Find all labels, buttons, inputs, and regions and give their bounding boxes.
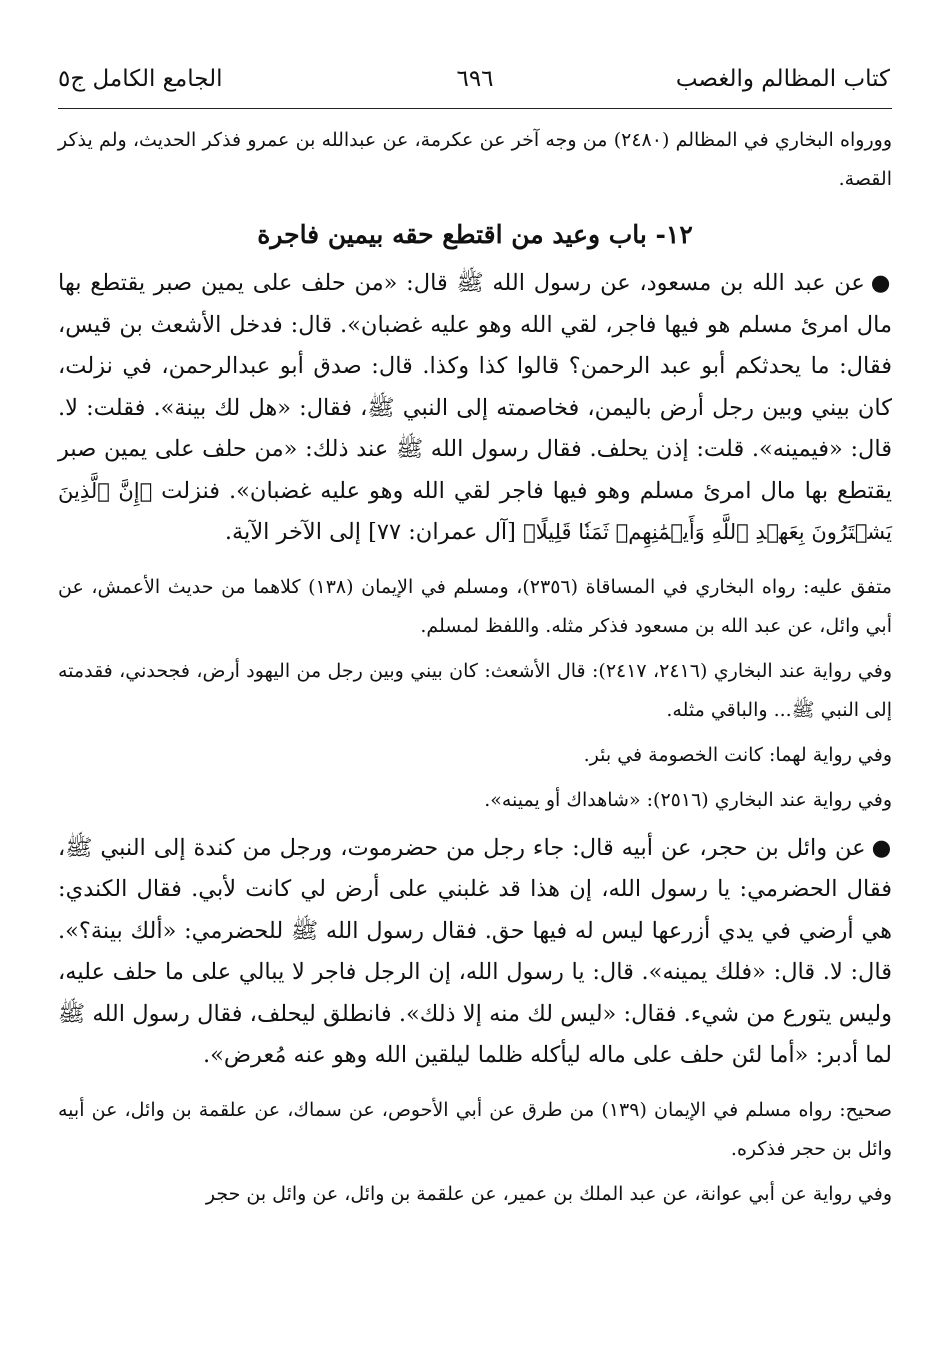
- intro-note: وورواه البخاري في المظالم (٢٤٨٠) من وجه آخر عن عكرمة، عن عبدالله بن عمرو فذكر الحديث، ولم يذكر القصة.: [58, 129, 892, 190]
- narration-note: وفي رواية عند البخاري (٢٤١٦، ٢٤١٧): قال الأشعث: كان بيني وبين رجل من اليهود أرض، فجحدني، فقدمته إلى النبي ﷺ... والباقي مثله.: [58, 659, 893, 721]
- page-header: [58, 50, 892, 109]
- page-number: ٦٩٦: [456, 66, 494, 92]
- hadith-paragraph-2: [58, 828, 892, 1077]
- document-page: [58, 50, 892, 1360]
- takhrij-note: متفق عليه: رواه البخاري في المساقاة (٢٣٥٦)، ومسلم في الإيمان (١٣٨) كلاهما من حديث الأعمش، عن أبي وائل، عن عبد الله بن مسعود فذكر مثله. واللفظ لمسلم.: [58, 575, 892, 637]
- hadith-paragraph-1: [58, 263, 892, 554]
- hadith-1-text: عن عبد الله بن مسعود، عن رسول الله ﷺ قال: «من حلف على يمين صبر يقتطع بها مال امرئ مسلم هو فيها فاجر، لقي الله وهو عليه غضبان». قال: فدخل الأشعث بن قيس، فقال: ما يحدثكم أبو عبد الرحمن؟ قالوا كذا وكذا. قال: صدق أبو عبدالرحمن، في نزلت، كان بيني وبين رجل أرض باليمن، فخاصمته إلى النبي ﷺ، فقال: «هل لك بينة». فقلت: لا. قال: «فيمينه». قلت: إذن يحلف. فقال رسول الله ﷺ عند ذلك: «من حلف على يمين صبر يقتطع بها مال امرئ مسلم وهو فيها فاجر لقي الله وهو عليه غضبان». فنزلت: [58, 270, 892, 504]
- chapter-heading: ١٢- باب وعيد من اقتطع حقه بيمين فاجرة: [257, 220, 693, 249]
- takhrij-note: صحيح: رواه مسلم في الإيمان (١٣٩) من طرق عن أبي الأحوص، عن سماك، عن علقمة بن وائل، عن أبيه وائل بن حجر فذكره.: [58, 1098, 892, 1160]
- narration-note: وفي رواية عند البخاري (٢٥١٦): «شاهداك أو يمينه».: [484, 788, 892, 811]
- hadith-2-text: عن وائل بن حجر، عن أبيه قال: جاء رجل من حضرموت، ورجل من كندة إلى النبي ﷺ، فقال الحضرمي: يا رسول الله، إن هذا قد غلبني على أرض لي كانت لأبي. فقال الكندي: هي أرضي في يدي أزرعها ليس له فيها حق. فقال رسول الله ﷺ للحضرمي: «ألك بينة؟». قال: لا. قال: «فلك يمينه». قال: يا رسول الله، إن الرجل فاجر لا يبالي على ما حلف عليه، وليس يتورع من شيء. فقال: «ليس لك منه إلا ذلك». فانطلق ليحلف، فقال رسول الله ﷺ لما أدبر: «أما لئن حلف على ماله ليأكله ظلما ليلقين الله وهو عنه مُعرض».: [58, 834, 892, 1068]
- quran-reference: [آل عمران: ٧٧] إلى الآخر الآية.: [224, 519, 516, 545]
- narration-note: وفي رواية عن أبي عوانة، عن عبد الملك بن عمير، عن علقمة بن وائل، عن وائل بن حجر: [205, 1182, 892, 1205]
- narration-note: وفي رواية لهما: كانت الخصومة في بئر.: [583, 743, 892, 766]
- quran-verse: ﴿إِنَّ ٱلَّذِينَ يَشۡتَرُونَ بِعَهۡدِ ٱللَّهِ وَأَيۡمَٰنِهِمۡ ثَمَنٗا قَلِيلًا﴾: [58, 478, 892, 544]
- book-title: كتاب المظالم والغصب: [675, 66, 890, 92]
- bullet-icon: ●: [870, 270, 892, 296]
- bullet-icon: ●: [871, 834, 892, 861]
- series-title: الجامع الكامل ج٥: [58, 66, 223, 92]
